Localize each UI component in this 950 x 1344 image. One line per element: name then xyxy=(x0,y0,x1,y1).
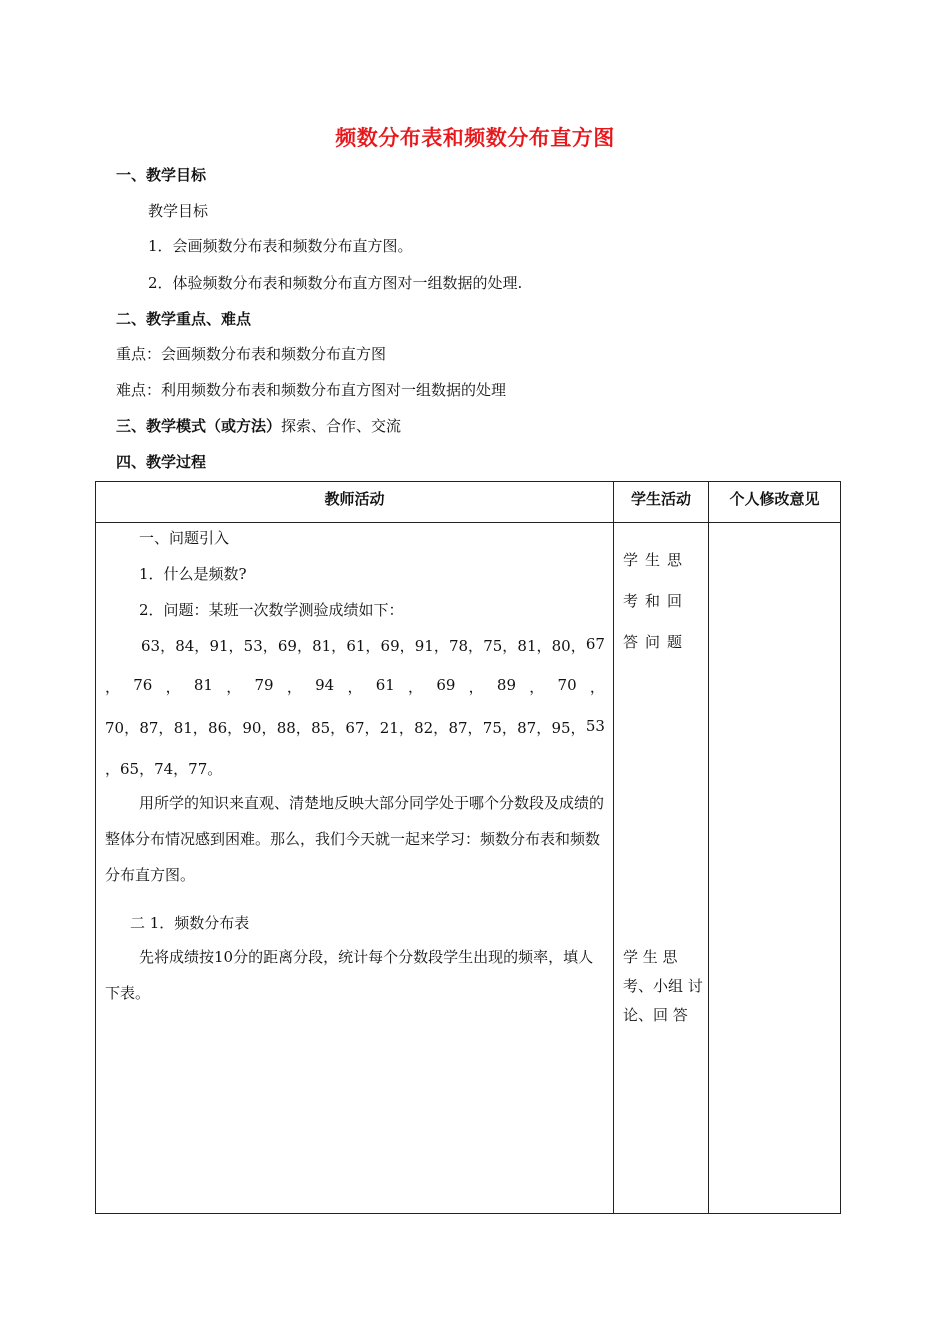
score: 61 xyxy=(375,676,395,694)
score: 81 xyxy=(193,676,213,694)
header-student-activity: 学生活动 xyxy=(630,490,691,508)
header-teacher-activity: 教师活动 xyxy=(324,490,385,508)
section-1-heading: 一、教学目标 xyxy=(116,166,207,184)
score: 87， xyxy=(139,719,174,737)
score: 61， xyxy=(346,637,381,655)
lesson-process-table xyxy=(95,481,841,1214)
objective-2: 2．体验频数分布表和频数分布直方图对一组数据的处理. xyxy=(148,274,523,292)
score: 53 xyxy=(585,717,605,735)
score: 81， xyxy=(173,719,208,737)
question-1: 1．什么是频数? xyxy=(139,565,247,583)
score: 95， xyxy=(551,719,586,737)
score: 85， xyxy=(311,719,346,737)
score: ， xyxy=(286,678,302,696)
score: 67 xyxy=(585,635,605,653)
intro-paragraph: 用所学的知识来直观、清楚地反映大部分同学处于哪个分数段及成绩的整体分布情况感到困难。那么，我们今天就一起来学习：频数分布表和频数分布直方图。 xyxy=(105,794,605,884)
score: 21， xyxy=(379,719,414,737)
section-3-method: 探索、合作、交流 xyxy=(281,417,402,435)
score: ， xyxy=(165,678,181,696)
intro-heading: 一、问题引入 xyxy=(139,529,230,547)
score: 75， xyxy=(483,637,518,655)
score: 81， xyxy=(312,637,347,655)
score: ， xyxy=(347,678,363,696)
score: 90， xyxy=(242,719,277,737)
scores-row-2 xyxy=(105,676,605,697)
frequency-table-paragraph: 先将成绩按10分的距离分段，统计每个分数段学生出现的频率，填人下表。 xyxy=(105,948,594,1002)
student-activity-1: 学生思考和回答问题 xyxy=(623,551,690,651)
column-divider xyxy=(613,482,614,1213)
score: ， xyxy=(589,678,605,696)
document-title: 频数分布表和频数分布直方图 xyxy=(335,126,615,150)
score: 78， xyxy=(448,637,484,655)
score: 70， xyxy=(105,719,140,737)
score: 76 xyxy=(133,676,153,694)
score: ， xyxy=(408,678,424,696)
score: 79 xyxy=(254,676,274,694)
section-3-line xyxy=(116,415,401,436)
section-1-subtitle: 教学目标 xyxy=(148,202,209,220)
score: 69 xyxy=(436,676,456,694)
header-divider xyxy=(96,522,840,523)
score: 67， xyxy=(345,719,380,737)
score: ， xyxy=(226,678,242,696)
header-revision-notes: 个人修改意见 xyxy=(729,490,820,508)
score: 87， xyxy=(448,719,483,737)
score: 91， xyxy=(414,637,449,655)
score: ， xyxy=(468,678,484,696)
score: 80， xyxy=(551,637,586,655)
section-4-heading: 四、教学过程 xyxy=(116,453,207,471)
student-activity-2: 学 生 思 考、小组 讨论、回 答 xyxy=(623,948,703,1024)
score: 69， xyxy=(380,637,415,655)
score: 86， xyxy=(208,719,243,737)
key-point: 重点：会画频数分布表和频数分布直方图 xyxy=(116,345,387,363)
score: 89 xyxy=(496,676,517,694)
scores-row-3 xyxy=(105,717,605,738)
objective-1: 1．会画频数分布表和频数分布直方图。 xyxy=(148,237,413,255)
difficult-point: 难点：利用频数分布表和频数分布直方图对一组数据的处理 xyxy=(116,381,507,399)
score: 69， xyxy=(277,637,312,655)
score: 84， xyxy=(175,637,210,655)
score: 91， xyxy=(209,637,244,655)
score: 53， xyxy=(243,637,278,655)
question-2: 2．问题：某班一次数学测验成绩如下： xyxy=(139,601,404,619)
score: 87， xyxy=(517,719,552,737)
section-3-heading: 三、教学模式（或方法） xyxy=(116,417,282,435)
scores-row-4: ，65，74，77。 xyxy=(105,760,223,778)
score: 81， xyxy=(517,637,552,655)
score: 63， xyxy=(141,637,176,655)
frequency-table-heading: 二 1．频数分布表 xyxy=(130,914,250,932)
score: 75， xyxy=(482,719,517,737)
score: 94 xyxy=(315,676,335,694)
column-divider xyxy=(708,482,709,1213)
score: ， xyxy=(105,678,121,696)
score: ， xyxy=(529,678,545,696)
score: 70 xyxy=(557,676,577,694)
score: 82， xyxy=(414,719,449,737)
section-2-heading: 二、教学重点、难点 xyxy=(116,310,252,328)
scores-row-1 xyxy=(141,635,605,656)
score: 88， xyxy=(276,719,311,737)
